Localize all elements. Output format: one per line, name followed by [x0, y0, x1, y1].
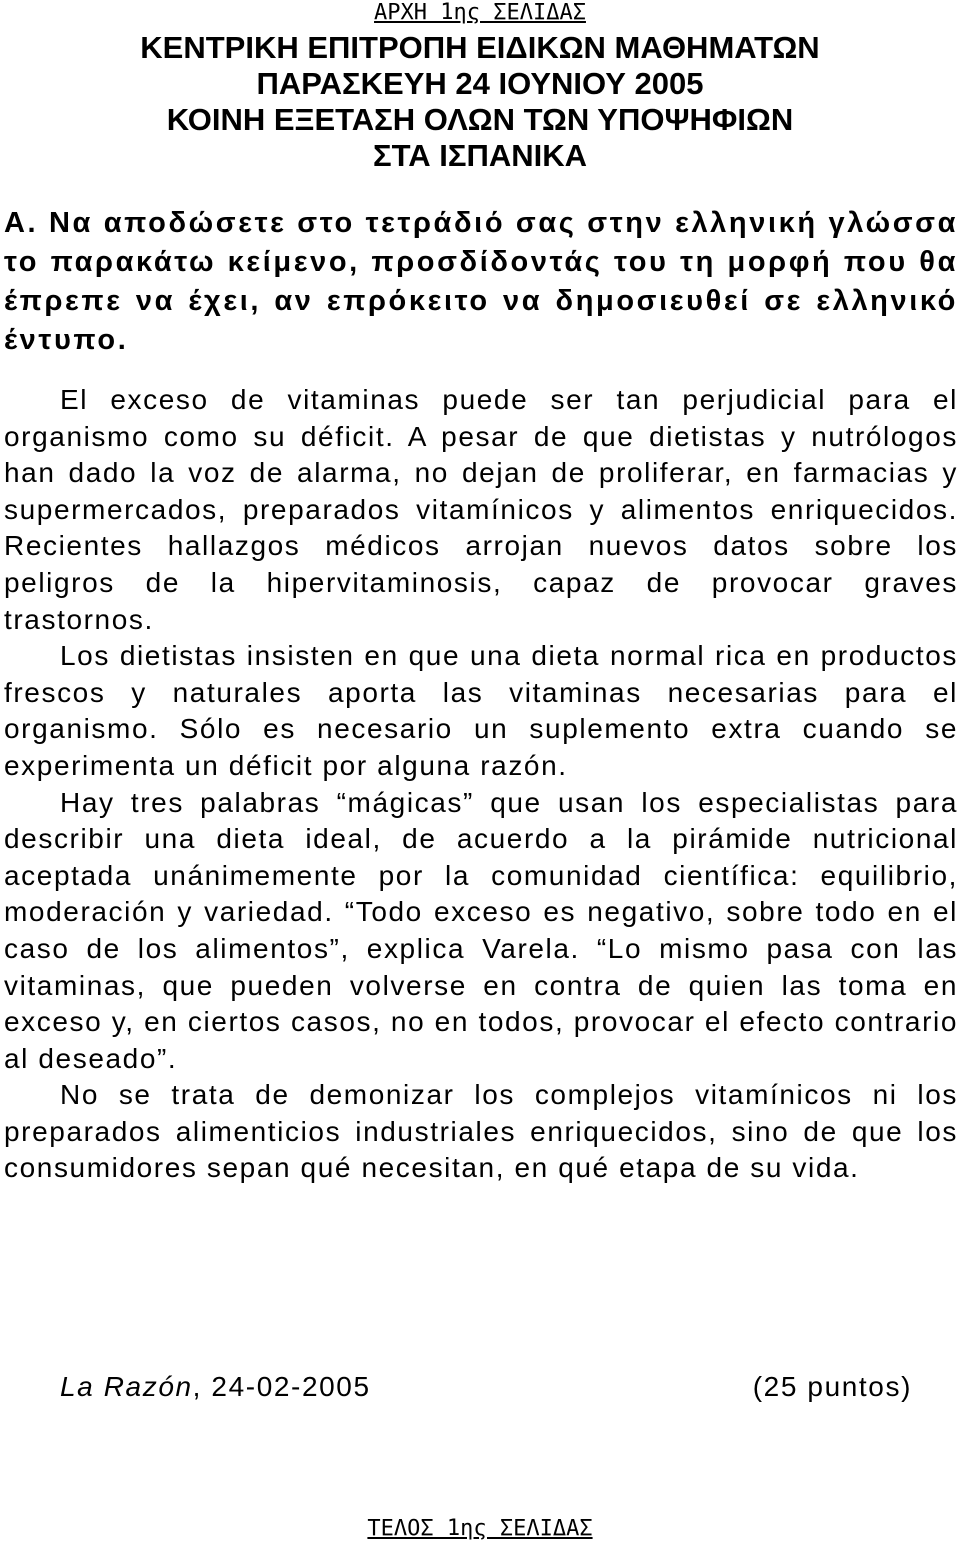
header-language: ΣΤΑ ΙΣΠΑΝΙΚΑ	[372, 138, 587, 173]
article-paragraph-3: Hay tres palabras “mágicas” que usan los especialistas para describir una dieta ideal, de acuerdo a la pirámide nutricional aceptada unánimemente por la comunidad científica: equilibrio, moderación y variedad. “Todo exceso es negativo, sobre todo en el caso de los alimentos”, explica Varela. “Lo mismo pasa con las vitaminas, que pueden volverse en contra de quien las toma en exceso y, en ciertos casos, no en todos, provocar el efecto contrario al deseado”.	[4, 786, 958, 1074]
exam-header	[0, 30, 960, 174]
publication-date: , 24-02-2005	[192, 1371, 371, 1402]
publication-name: La Razón	[60, 1371, 193, 1402]
task-points: (25 puntos)	[752, 1371, 912, 1402]
article-paragraph-2: Los dietistas insisten en que una dieta normal rica en productos frescos y naturales aporta las vitaminas necesarias para el organismo. Sólo es necesario un suplemento extra cuando se experimenta un déficit por alguna razón.	[4, 640, 958, 781]
article-paragraph-1: El exceso de vitaminas puede ser tan perjudicial para el organismo como su déficit. A pesar de que dietistas y nutrólogos han dado la voz de alarma, no dejan de proliferar, en farmacias y supermercados, preparados vitamínicos y alimentos enriquecidos. Recientes hallazgos médicos arrojan nuevos datos sobre los peligros de la hipervitaminosis, capaz de provocar graves trastornos.	[4, 384, 958, 635]
header-date: ΠΑΡΑΣΚΕΥΗ 24 ΙΟΥΝΙΟΥ 2005	[256, 66, 704, 101]
source-line	[60, 1368, 912, 1406]
task-instruction: Α. Να αποδώσετε στο τετράδιό σας στην ελληνική γλώσσα το παρακάτω κείμενο, προσδίδοντάς του τη μορφή που θα έπρεπε να έχει, αν επρόκειτο να δημοσιευθεί σε ελληνικό έντυπο.	[4, 207, 958, 356]
page-end-marker: ΤΕΛΟΣ 1ης ΣΕΛΙΔΑΣ	[367, 1516, 593, 1541]
article-paragraph-4: No se trata de demonizar los complejos vitamínicos ni los preparados alimenticios industriales enriquecidos, sino de que los consumidores sepan qué necesitan, en qué etapa de su vida.	[4, 1079, 958, 1184]
article-source	[60, 1368, 371, 1406]
page-start-marker: ΑΡΧΗ 1ης ΣΕΛΙΔΑΣ	[374, 0, 586, 25]
header-exam-title: ΚΟΙΝΗ ΕΞΕΤΑΣΗ ΟΛΩΝ ΤΩΝ ΥΠΟΨΗΦΙΩΝ	[166, 102, 794, 137]
header-committee: ΚΕΝΤΡΙΚΗ ΕΠΙΤΡΟΠΗ ΕΙΔΙΚΩΝ ΜΑΘΗΜΑΤΩΝ	[140, 30, 820, 65]
article-text	[4, 382, 958, 1187]
